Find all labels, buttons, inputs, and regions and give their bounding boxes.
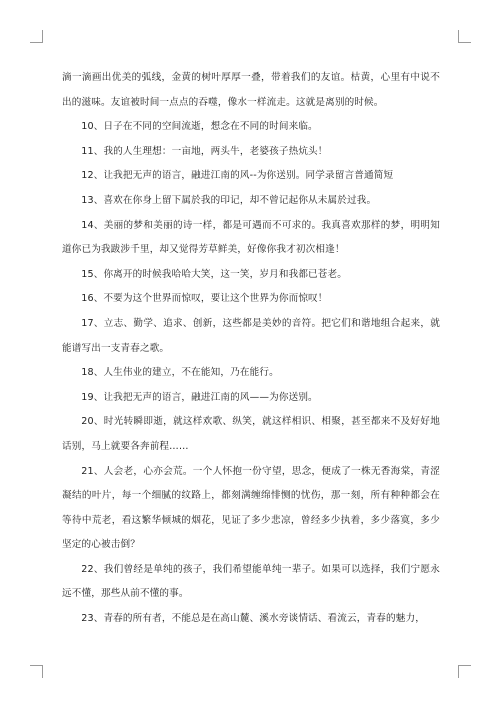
paragraph-continuation: 滴一滴画出优美的弧线，金黄的树叶厚厚一叠，带着我们的友谊。枯黄，心里有中说不出的滋味。友谊被时间一点点的吞噬，像水一样流走。这就是离别的时候。 (62, 72, 440, 108)
paragraph-item-22: 22、我们曾经是单纯的孩子，我们希望能单纯一辈子。如果可以选择，我们宁愿永远不懂，那些从前不懂的事。 (62, 563, 440, 600)
paragraph-item-21: 21、人会老，心亦会荒。一个人怀抱一份守望，思念，便成了一株无香海棠，青涩凝结的叶片，每一个细腻的纹路上，都刻满缠绵悱恻的忧伤，那一刻，所有种种都会在等待中荒老，看这繁华倾城的烟花，见证了多少悲凉，曾经多少执着，多少落寞，多少坚定的心被击倒？ (62, 465, 440, 551)
page-corner-mark-bottom-right (458, 665, 471, 678)
paragraph-item-14: 14、美丽的梦和美丽的诗一样，都是可遇而不可求的。我真喜欢那样的梦，明明知道你已为我跋涉千里，却又觉得芳草鲜美，好像你我才初次相逢！ (62, 219, 440, 256)
document-body (62, 66, 440, 632)
page-corner-mark-bottom-left (30, 665, 43, 678)
paragraph-item-11: 11、我的人生理想：一亩地，两头牛，老婆孩子热炕头！ (81, 145, 328, 157)
paragraph-item-13: 13、喜欢在你身上留下属於我的印记，却不曾记起你从未属於过我。 (81, 194, 377, 206)
page-corner-mark-top-left (30, 30, 43, 43)
paragraph-item-17: 17、立志、勤学、追求、创新，这些都是美妙的音符。把它们和谐地组合起来，就能谱写出一支青春之歌。 (62, 317, 440, 354)
paragraph-item-16: 16、不要为这个世界而惊叹，要让这个世界为你而惊叹！ (81, 293, 328, 305)
paragraph-item-19: 19、让我把无声的语言，融进江南的风——为你送别。 (81, 391, 318, 403)
paragraph-item-15: 15、你离开的时候我哈哈大笑，这一笑，岁月和我都已苍老。 (81, 268, 348, 280)
paragraph-item-10: 10、日子在不同的空间流逝，想念在不同的时间来临。 (81, 121, 318, 133)
paragraph-item-23: 23、青春的所有者，不能总是在高山麓、溪水旁谈情话、看流云，青春的魅力， (81, 613, 425, 625)
paragraph-item-12: 12、让我把无声的语言，融进江南的风--为你送别。同学录留言普通简短 (81, 170, 394, 182)
paragraph-item-18: 18、人生伟业的建立，不在能知，乃在能行。 (81, 367, 279, 379)
page-corner-mark-top-right (458, 30, 471, 43)
paragraph-item-20: 20、时光转瞬即逝，就这样欢歌、纵笑，就这样相识、相聚，甚至都来不及好好地话别，马上就要各奔前程…… (62, 416, 440, 452)
